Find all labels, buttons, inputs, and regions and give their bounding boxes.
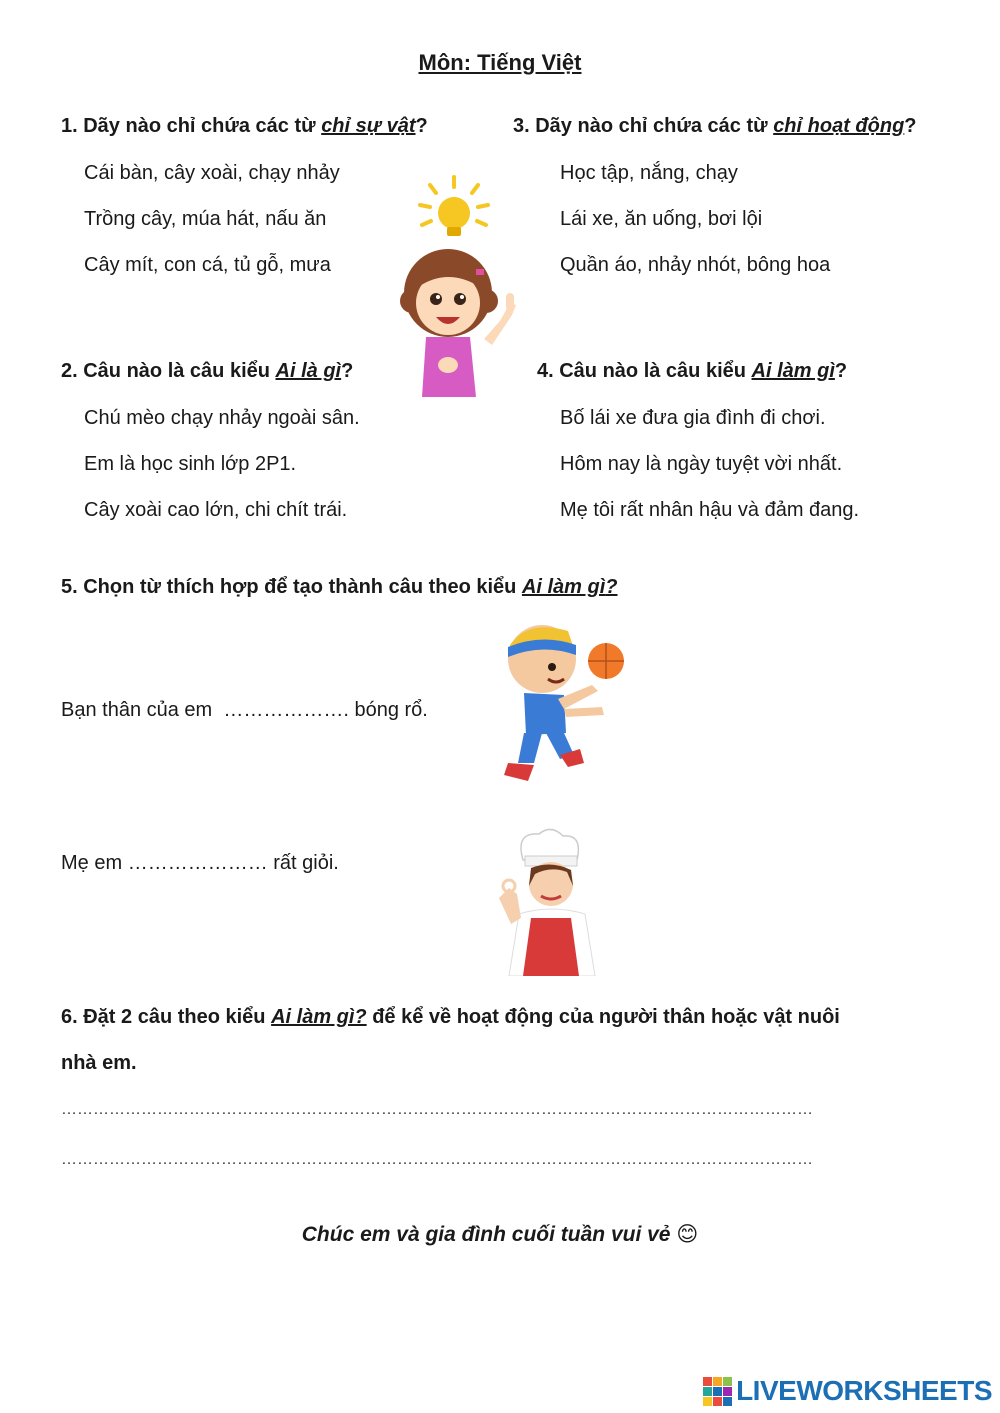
liveworksheets-logo: LIVEWORKSHEETS (703, 1375, 992, 1407)
closing-message: Chúc em và gia đình cuối tuần vui vẻ 😊 (301, 1223, 699, 1246)
answer-line-2[interactable]: …………………………………………………………………………………………………………………………… (61, 1151, 813, 1168)
q4-option-2[interactable]: Hôm nay là ngày tuyệt vời nhất. (560, 453, 843, 475)
q1-option-2[interactable]: Trồng cây, múa hát, nấu ăn (84, 208, 327, 230)
chef-woman-illustration (495, 828, 610, 976)
chef-hat-icon (521, 829, 578, 860)
question-3-heading: 3. Dãy nào chỉ chứa các từ chỉ hoạt động? (513, 115, 917, 137)
q2-option-3[interactable]: Cây xoài cao lớn, chi chít trái. (84, 499, 348, 521)
q3-option-2[interactable]: Lái xe, ăn uống, bơi lội (560, 208, 763, 230)
q4-option-3[interactable]: Mẹ tôi rất nhân hậu và đảm đang. (560, 499, 860, 521)
logo-blocks-icon (703, 1377, 732, 1406)
q1-option-3[interactable]: Cây mít, con cá, tủ gỗ, mưa (84, 254, 331, 276)
question-2-heading: 2. Câu nào là câu kiểu Ai là gì? (61, 360, 354, 382)
q5-blank-1[interactable]: ……………… (223, 699, 344, 721)
question-6-heading: 6. Đặt 2 câu theo kiểu Ai làm gì? để kể về hoạt động của người thân hoặc vật nuôi (61, 1006, 840, 1028)
basketball-boy-illustration (498, 615, 628, 787)
q3-option-3[interactable]: Quần áo, nhảy nhót, bông hoa (560, 254, 831, 276)
girl-figure (400, 249, 516, 397)
q5-sentence-1: Bạn thân của em ………………. bóng rổ. (61, 699, 428, 721)
lightbulb-icon (420, 177, 488, 236)
q3-option-1[interactable]: Học tập, nắng, chạy (560, 162, 738, 184)
girl-idea-illustration (400, 175, 530, 400)
question-6-heading-line2: nhà em. (61, 1052, 137, 1074)
q2-option-1[interactable]: Chú mèo chạy nhảy ngoài sân. (84, 407, 360, 429)
q1-option-1[interactable]: Cái bàn, cây xoài, chạy nhảy (84, 162, 340, 184)
question-5-heading: 5. Chọn từ thích hợp để tạo thành câu theo kiểu Ai làm gì? (61, 576, 618, 598)
page-title: Môn: Tiếng Việt (418, 50, 582, 75)
answer-line-1[interactable]: …………………………………………………………………………………………………………………………… (61, 1101, 813, 1118)
q5-blank-2[interactable]: ………………… (127, 852, 268, 874)
smiley-icon: 😊 (676, 1223, 699, 1246)
q5-sentence-2: Mẹ em ………………… rất giỏi. (61, 852, 339, 874)
q2-option-2[interactable]: Em là học sinh lớp 2P1. (84, 453, 297, 475)
question-1-heading: 1. Dãy nào chỉ chứa các từ chỉ sự vật? (61, 115, 428, 137)
question-4-heading: 4. Câu nào là câu kiểu Ai làm gì? (537, 360, 848, 382)
q4-option-1[interactable]: Bố lái xe đưa gia đình đi chơi. (560, 407, 826, 429)
